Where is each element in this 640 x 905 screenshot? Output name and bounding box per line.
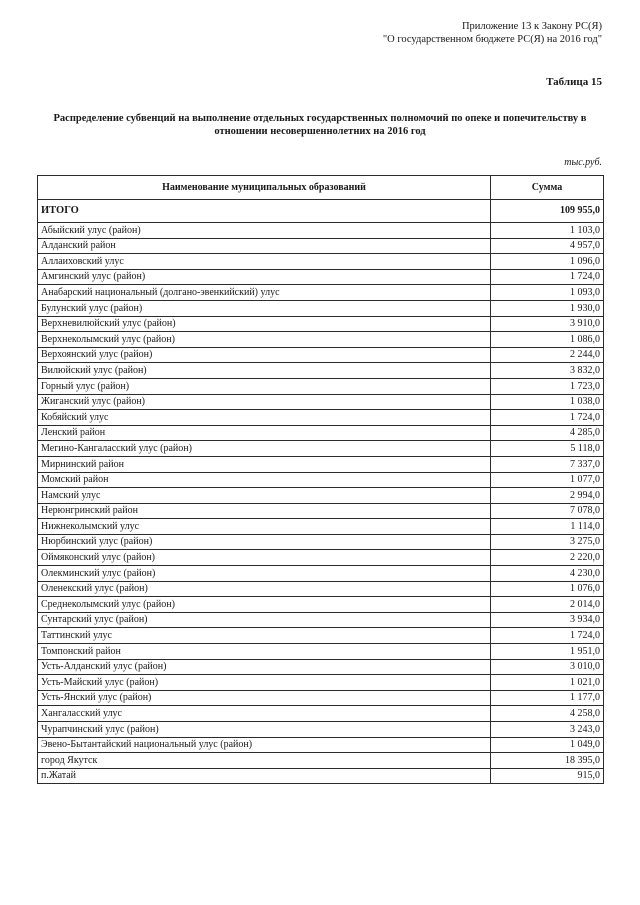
municipality-amount: 4 957,0 (491, 238, 604, 254)
table-row (38, 347, 604, 363)
appendix-line: Приложение 13 к Закону РС(Я) (461, 21, 602, 32)
table-row (38, 425, 604, 441)
municipality-name: Эвено-Бытантайский национальный улус (район) (38, 737, 491, 753)
municipality-amount: 1 114,0 (491, 519, 604, 535)
municipality-amount: 1 930,0 (491, 300, 604, 316)
municipality-amount: 1 951,0 (491, 644, 604, 660)
table-row (38, 581, 604, 597)
municipality-name: Среднеколымский улус (район) (38, 597, 491, 613)
table-row (38, 737, 604, 753)
table-row (38, 410, 604, 426)
municipality-name: Олекминский улус (район) (38, 566, 491, 582)
title-line-1: Распределение субвенций на выполнение отдельных государственных полномочий по опеке и попечительству в (53, 113, 587, 124)
table-row (38, 566, 604, 582)
table-row (38, 472, 604, 488)
municipality-amount: 1 076,0 (491, 581, 604, 597)
table-row (38, 394, 604, 410)
municipality-amount: 3 010,0 (491, 659, 604, 675)
table-number: Таблица 15 (546, 76, 602, 88)
municipality-name: Мегино-Кангаласский улус (район) (38, 441, 491, 457)
table-row (38, 519, 604, 535)
municipality-name: Оленекский улус (район) (38, 581, 491, 597)
table-row (38, 300, 604, 316)
municipality-amount: 1 096,0 (491, 254, 604, 270)
table-row (38, 503, 604, 519)
municipality-amount: 3 832,0 (491, 363, 604, 379)
municipality-amount: 915,0 (491, 768, 604, 784)
table-row (38, 441, 604, 457)
table-row (38, 706, 604, 722)
municipality-amount: 1 021,0 (491, 675, 604, 691)
municipality-amount: 1 038,0 (491, 394, 604, 410)
municipality-name: Сунтарский улус (район) (38, 612, 491, 628)
municipality-amount: 7 337,0 (491, 456, 604, 472)
municipality-name: Чурапчинский улус (район) (38, 722, 491, 738)
municipality-name: Усть-Майский улус (район) (38, 675, 491, 691)
municipality-name: Момский район (38, 472, 491, 488)
municipality-amount: 3 243,0 (491, 722, 604, 738)
municipality-name: Жиганский улус (район) (38, 394, 491, 410)
municipality-name: Оймяконский улус (район) (38, 550, 491, 566)
municipality-name: Амгинский улус (район) (38, 269, 491, 285)
municipality-name: Намский улус (38, 488, 491, 504)
municipality-amount: 4 258,0 (491, 706, 604, 722)
municipality-amount: 4 230,0 (491, 566, 604, 582)
municipality-name: Таттинский улус (38, 628, 491, 644)
municipality-amount: 18 395,0 (491, 753, 604, 769)
municipality-amount: 2 994,0 (491, 488, 604, 504)
column-header-amount: Сумма (491, 176, 604, 200)
municipality-name: Нижнеколымский улус (38, 519, 491, 535)
municipality-name: Томпонский район (38, 644, 491, 660)
municipality-amount: 1 049,0 (491, 737, 604, 753)
title-line-2: отношении несовершеннолетних на 2016 год (214, 126, 426, 137)
municipality-name: Хангаласский улус (38, 706, 491, 722)
total-row (38, 200, 604, 223)
table-row (38, 332, 604, 348)
table-header-row (38, 176, 604, 200)
municipality-amount: 1 086,0 (491, 332, 604, 348)
municipality-amount: 1 724,0 (491, 410, 604, 426)
municipality-amount: 1 177,0 (491, 690, 604, 706)
table-row (38, 488, 604, 504)
municipality-amount: 3 934,0 (491, 612, 604, 628)
municipality-amount: 1 724,0 (491, 628, 604, 644)
municipality-amount: 5 118,0 (491, 441, 604, 457)
table-row (38, 628, 604, 644)
table-row (38, 254, 604, 270)
municipality-name: Ленский район (38, 425, 491, 441)
municipality-name: Верхнеколымский улус (район) (38, 332, 491, 348)
table-row (38, 768, 604, 784)
table-row (38, 722, 604, 738)
total-value: 109 955,0 (491, 200, 604, 223)
table-row (38, 269, 604, 285)
municipality-amount: 3 275,0 (491, 534, 604, 550)
table-row (38, 659, 604, 675)
municipality-name: город Якутск (38, 753, 491, 769)
municipality-name: Булунский улус (район) (38, 300, 491, 316)
municipality-amount: 1 093,0 (491, 285, 604, 301)
municipality-name: Анабарский национальный (долгано-эвенкийский) улус (38, 285, 491, 301)
subsidy-table (37, 175, 604, 784)
total-label: ИТОГО (38, 200, 491, 223)
municipality-amount: 1 103,0 (491, 223, 604, 239)
table-row (38, 675, 604, 691)
municipality-name: Горный улус (район) (38, 378, 491, 394)
municipality-name: Нерюнгринский район (38, 503, 491, 519)
municipality-amount: 2 220,0 (491, 550, 604, 566)
municipality-name: Верхоянский улус (район) (38, 347, 491, 363)
municipality-name: Абыйский улус (район) (38, 223, 491, 239)
municipality-name: Алданский район (38, 238, 491, 254)
law-title-line: "О государственном бюджете РС(Я) на 2016 год" (382, 34, 602, 45)
municipality-name: Вилюйский улус (район) (38, 363, 491, 379)
table-row (38, 238, 604, 254)
municipality-amount: 7 078,0 (491, 503, 604, 519)
municipality-name: Усть-Алданский улус (район) (38, 659, 491, 675)
table-row (38, 753, 604, 769)
table-row (38, 597, 604, 613)
table-row (38, 378, 604, 394)
table-body (38, 200, 604, 784)
table-row (38, 534, 604, 550)
document-header (383, 20, 602, 46)
municipality-name: Верхневилюйский улус (район) (38, 316, 491, 332)
document-title (40, 112, 600, 138)
municipality-name: Усть-Янский улус (район) (38, 690, 491, 706)
municipality-amount: 1 077,0 (491, 472, 604, 488)
municipality-amount: 2 014,0 (491, 597, 604, 613)
table-row (38, 456, 604, 472)
units-label: тыс.руб. (564, 157, 602, 168)
municipality-amount: 1 724,0 (491, 269, 604, 285)
municipality-amount: 1 723,0 (491, 378, 604, 394)
table-row (38, 612, 604, 628)
municipality-amount: 2 244,0 (491, 347, 604, 363)
municipality-amount: 3 910,0 (491, 316, 604, 332)
column-header-name: Наименование муниципальных образований (38, 176, 491, 200)
table-row (38, 690, 604, 706)
municipality-name: Кобяйский улус (38, 410, 491, 426)
table-row (38, 644, 604, 660)
municipality-name: Аллаиховский улус (38, 254, 491, 270)
table-row (38, 550, 604, 566)
municipality-name: п.Жатай (38, 768, 491, 784)
municipality-name: Мирнинский район (38, 456, 491, 472)
table-row (38, 363, 604, 379)
table-row (38, 316, 604, 332)
municipality-name: Нюрбинский улус (район) (38, 534, 491, 550)
municipality-amount: 4 285,0 (491, 425, 604, 441)
table-row (38, 223, 604, 239)
table-row (38, 285, 604, 301)
